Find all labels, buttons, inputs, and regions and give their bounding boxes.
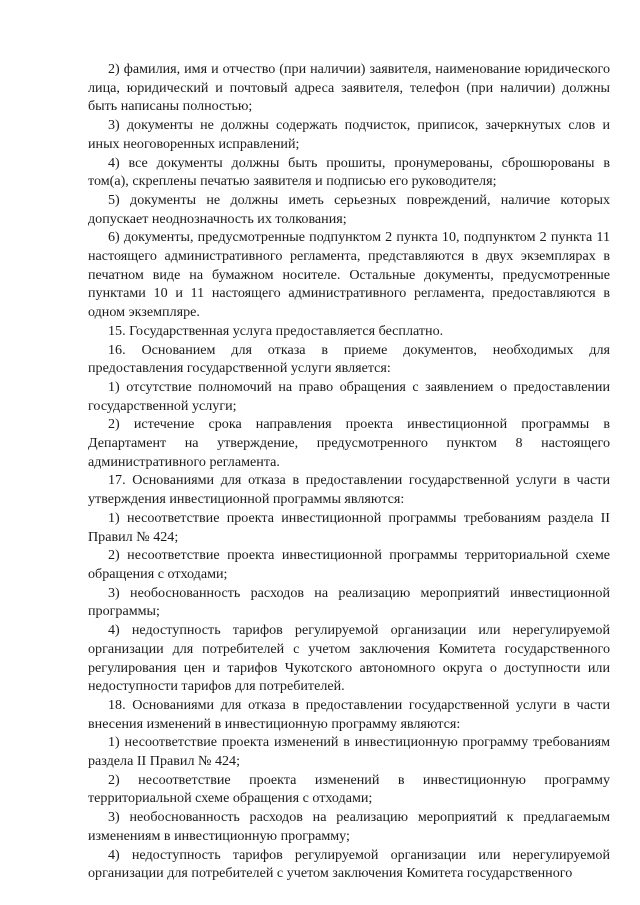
paragraph-18-item-4: 4) недоступность тарифов регулируемой организации или нерегулируемой организации для потребителей с учетом заключения Комитета государственного (88, 846, 610, 882)
paragraph-17-item-4: 4) недоступность тарифов регулируемой организации или нерегулируемой организации для потребителей с учетом заключения Комитета государственного регулирования цен и тарифов Чукотского автономного округа о доступности или недоступности тарифов для потребителей. (88, 622, 610, 695)
paragraph-18-item-1: 1) несоответствие проекта изменений в инвестиционную программу требованиям раздела II Правил № 424; (88, 734, 610, 770)
paragraph-17-item-1: 1) несоответствие проекта инвестиционной программы требованиям раздела II Правил № 424; (88, 509, 610, 545)
paragraph-17-item-2: 2) несоответствие проекта инвестиционной программы территориальной схеме обращения с отходами; (88, 547, 610, 582)
paragraph-section-15: 15. Государственная услуга предоставляется бесплатно. (108, 322, 444, 339)
paragraph-section-17: 17. Основаниями для отказа в предоставлении государственной услуги в части утверждения инвестиционной программы являются: (88, 472, 610, 508)
paragraph-item-5-no-damage: 5) документы не должны иметь серьезных повреждений, наличие которых допускает неоднозначность их толкования; (88, 191, 610, 227)
paragraph-16-item-2: 2) истечение срока направления проекта инвестиционной программы в Департамент на утверждение, предусмотренного пунктом 8 настоящего административного регламента. (88, 416, 610, 470)
paragraph-item-3-no-corrections: 3) документы не должны содержать подчисток, приписок, зачеркнутых слов и иных неоговоренных исправлений; (88, 117, 610, 152)
paragraph-18-item-3: 3) необоснованность расходов на реализацию мероприятий к предлагаемым изменениям в инвестиционную программу; (88, 809, 610, 844)
document-page (88, 60, 610, 883)
paragraph-section-16: 16. Основанием для отказа в приеме документов, необходимых для предоставления государственной услуги является: (88, 341, 610, 377)
paragraph-16-item-1: 1) отсутствие полномочий на право обращения с заявлением о предоставлении государственной услуги; (88, 378, 610, 414)
paragraph-section-18: 18. Основаниями для отказа в предоставлении государственной услуги в части внесения изменений в инвестиционную программу являются: (88, 696, 610, 732)
paragraph-18-item-2: 2) несоответствие проекта изменений в инвестиционную программу территориальной схеме обращения с отходами; (88, 771, 610, 807)
paragraph-item-2-names: 2) фамилия, имя и отчество (при наличии) заявителя, наименование юридического лица, юридический и почтовый адреса заявителя, телефон (при наличии) должны быть написаны полностью; (88, 61, 610, 115)
paragraph-item-4-bound-documents: 4) все документы должны быть прошиты, пронумерованы, сброшюрованы в том(а), скреплены печатью заявителя и подписью его руководителя; (88, 154, 610, 190)
paragraph-item-6-copies: 6) документы, предусмотренные подпунктом 2 пункта 10, подпунктом 2 пункта 11 настоящего административного регламента, представляются в двух экземплярах в печатном виде на бумажном носителе. Остальные документы, предусмотренные пунктами 10 и 11 настоящего административного регламента, предоставляются в одном экземпляре. (88, 229, 610, 321)
paragraph-17-item-3: 3) необоснованность расходов на реализацию мероприятий инвестиционной программы; (88, 584, 610, 620)
